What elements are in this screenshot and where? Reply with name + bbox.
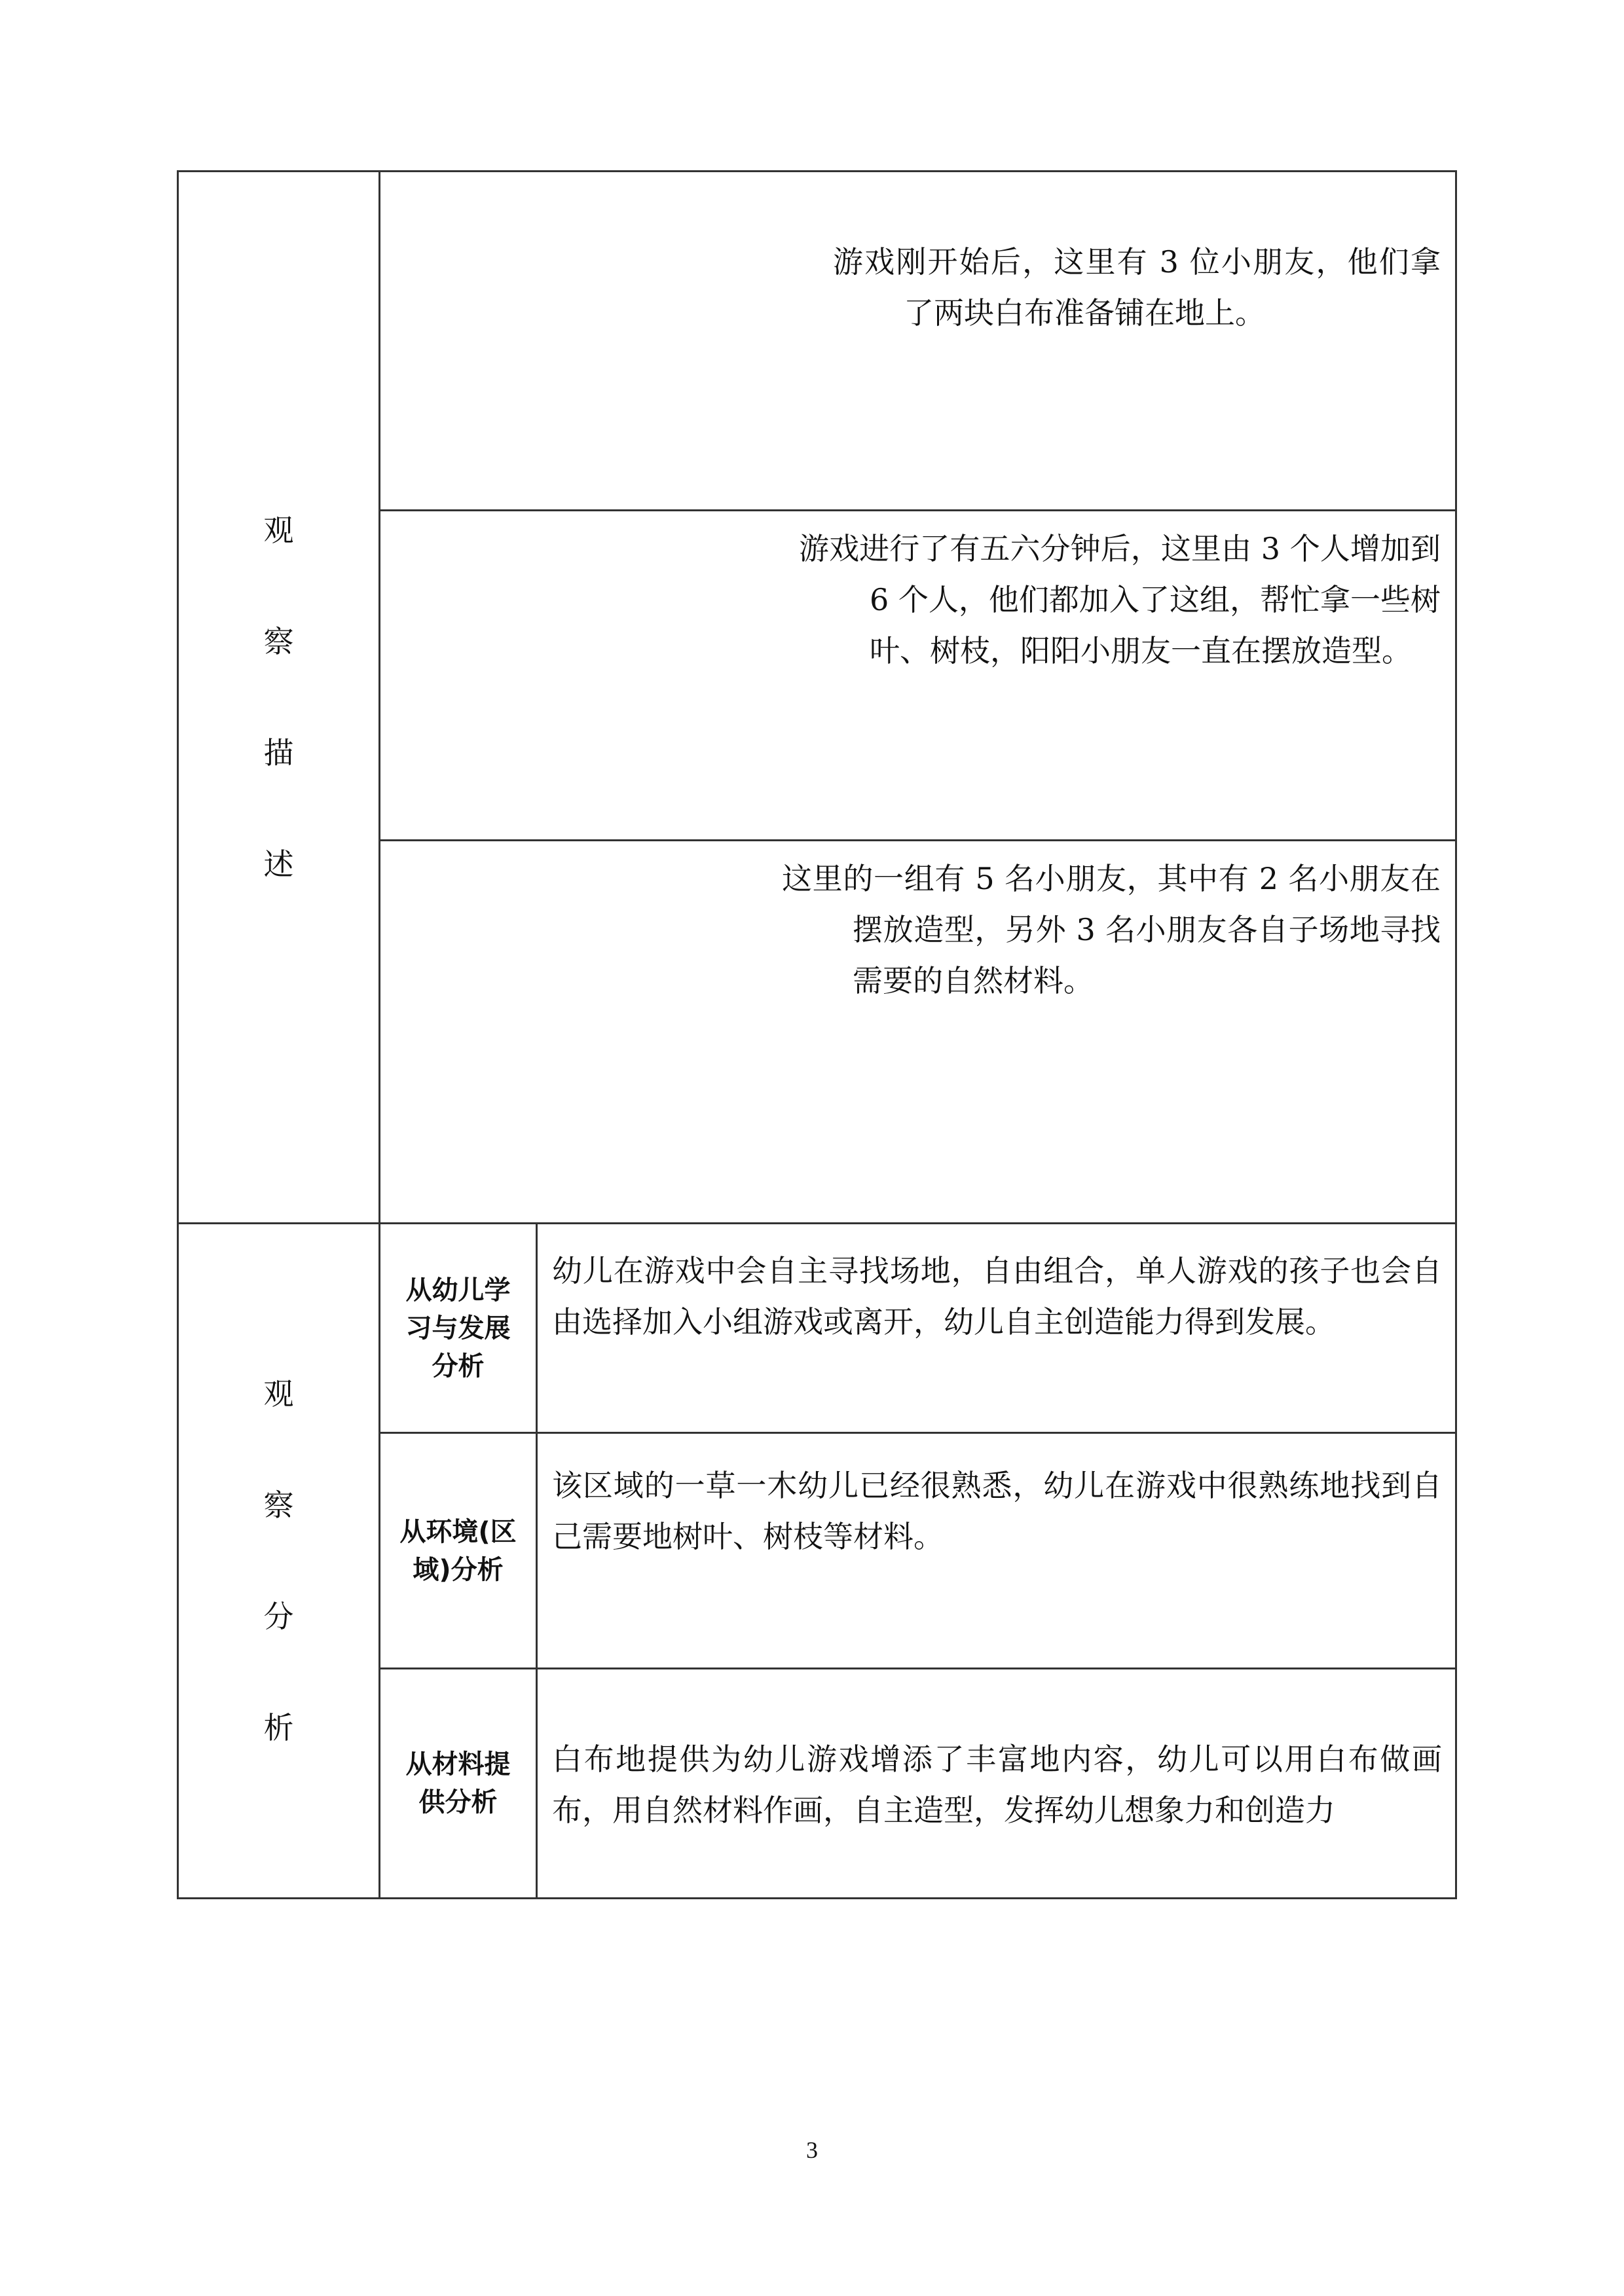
description-text: 游戏刚开始后，这里有 3 位小朋友，他们拿了两块白布准备铺在地上。 xyxy=(833,244,1441,331)
observation-analysis-label xyxy=(178,1224,380,1899)
description-text: 游戏进行了有五六分钟后，这里由 3 个人增加到 6 个人，他们都加入了这组，帮忙拿一些树叶、树枝，阳阳小朋友一直在摆放造型。 xyxy=(799,531,1441,668)
label-char: 析 xyxy=(263,1710,294,1745)
analysis-label-environment: 从环境(区域)分析 xyxy=(380,1433,537,1669)
observation-record-table xyxy=(177,170,1457,1899)
label-char: 观 xyxy=(263,1376,294,1412)
label-char: 观 xyxy=(263,513,294,548)
label-char: 察 xyxy=(263,1487,294,1523)
analysis-text-materials: 白布地提供为幼儿游戏增添了丰富地内容，幼儿可以用白布做画布，用自然材料作画，自主造型，发挥幼儿想象力和创造力 xyxy=(537,1669,1456,1899)
analysis-label-learning: 从幼儿学习与发展分析 xyxy=(380,1224,537,1433)
description-text: 这里的一组有 5 名小朋友，其中有 2 名小朋友在摆放造型，另外 3 名小朋友各自子场地寻找需要的自然材料。 xyxy=(782,861,1441,998)
description-entry-1 xyxy=(380,172,1456,511)
description-entry-3 xyxy=(380,841,1456,1224)
analysis-text-learning: 幼儿在游戏中会自主寻找场地，自由组合，单人游戏的孩子也会自由选择加入小组游戏或离开，幼儿自主创造能力得到发展。 xyxy=(537,1224,1456,1433)
label-char: 述 xyxy=(263,847,294,882)
label-char: 描 xyxy=(263,735,294,771)
label-char: 分 xyxy=(263,1599,294,1634)
analysis-label-materials: 从材料提供分析 xyxy=(380,1669,537,1899)
page-number: 3 xyxy=(806,2137,818,2163)
analysis-text-environment: 该区域的一草一木幼儿已经很熟悉，幼儿在游戏中很熟练地找到自己需要地树叶、树枝等材料。 xyxy=(537,1433,1456,1669)
observation-description-label xyxy=(178,172,380,1224)
label-char: 察 xyxy=(263,624,294,659)
description-entry-2 xyxy=(380,511,1456,841)
